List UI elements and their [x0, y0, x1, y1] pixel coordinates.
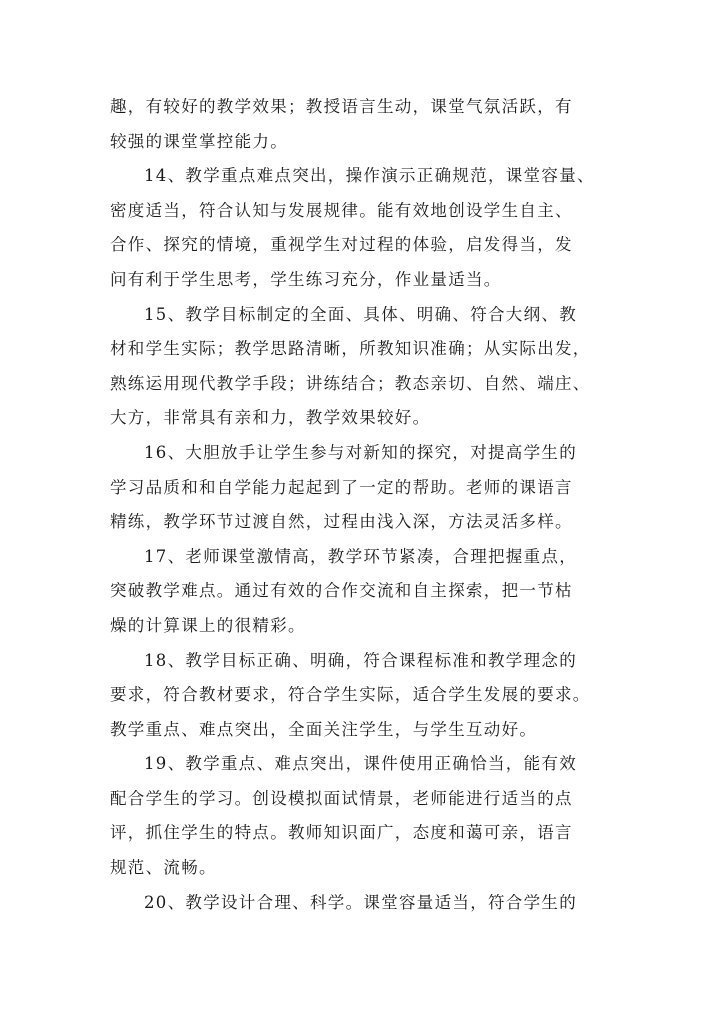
text-line: 评，抓住学生的特点。教师知识面广，态度和蔼可亲，语言 [110, 823, 573, 843]
paragraph-start-line: 14、教学重点难点突出，操作演示正确规范，课堂容量、 [144, 166, 595, 186]
paragraph-start-line: 18、教学目标正确、明确，符合课程标准和教学理念的 [144, 650, 577, 670]
paragraph-start-line: 19、教学重点、难点突出，课件使用正确恰当，能有效 [144, 754, 577, 774]
document-body [110, 90, 622, 920]
text-line: 趣，有较好的教学效果；教授语言生动，课堂气氛活跃，有 [110, 97, 573, 116]
text-line: 大方，非常具有亲和力，教学效果较好。 [110, 408, 431, 428]
text-line: 规范、流畅。 [110, 858, 217, 878]
text-line: 学习品质和和自学能力起起到了一定的帮助。老师的课语言 [110, 477, 573, 497]
text-line: 突破教学难点。通过有效的合作交流和自主探索，把一节枯 [110, 581, 573, 601]
paragraph-start-line: 16、大胆放手让学生参与对新知的探究，对提高学生的 [144, 442, 577, 462]
text-line: 问有利于学生思考，学生练习充分，作业量适当。 [110, 269, 502, 289]
paragraph-start-line: 15、教学目标制定的全面、具体、明确、符合大纲、教 [144, 304, 577, 324]
text-line: 密度适当，符合认知与发展规律。能有效地创设学生自主、 [110, 200, 573, 220]
text-line: 配合学生的学习。创设模拟面试情景，老师能进行适当的点 [110, 788, 573, 808]
text-line: 精练，教学环节过渡自然，过程由浅入深，方法灵活多样。 [110, 512, 573, 532]
text-line: 熟练运用现代教学手段；讲练结合；教态亲切、自然、端庄、 [110, 373, 591, 393]
text-line: 较强的课堂掌控能力。 [110, 131, 288, 151]
text-line: 教学重点、难点突出，全面关注学生，与学生互动好。 [110, 719, 538, 739]
text-line: 材和学生实际；教学思路清晰，所教知识准确；从实际出发， [110, 339, 591, 359]
text-line: 合作、探究的情境，重视学生对过程的体验，启发得当，发 [110, 235, 573, 255]
paragraph-start-line: 20、教学设计合理、科学。课堂容量适当，符合学生的 [144, 892, 577, 912]
paragraph-start-line: 17、老师课堂激情高，教学环节紧凑，合理把握重点， [144, 546, 577, 566]
text-line: 燥的计算课上的很精彩。 [110, 615, 306, 635]
text-line: 要求，符合教材要求，符合学生实际，适合学生发展的要求。 [110, 685, 591, 705]
